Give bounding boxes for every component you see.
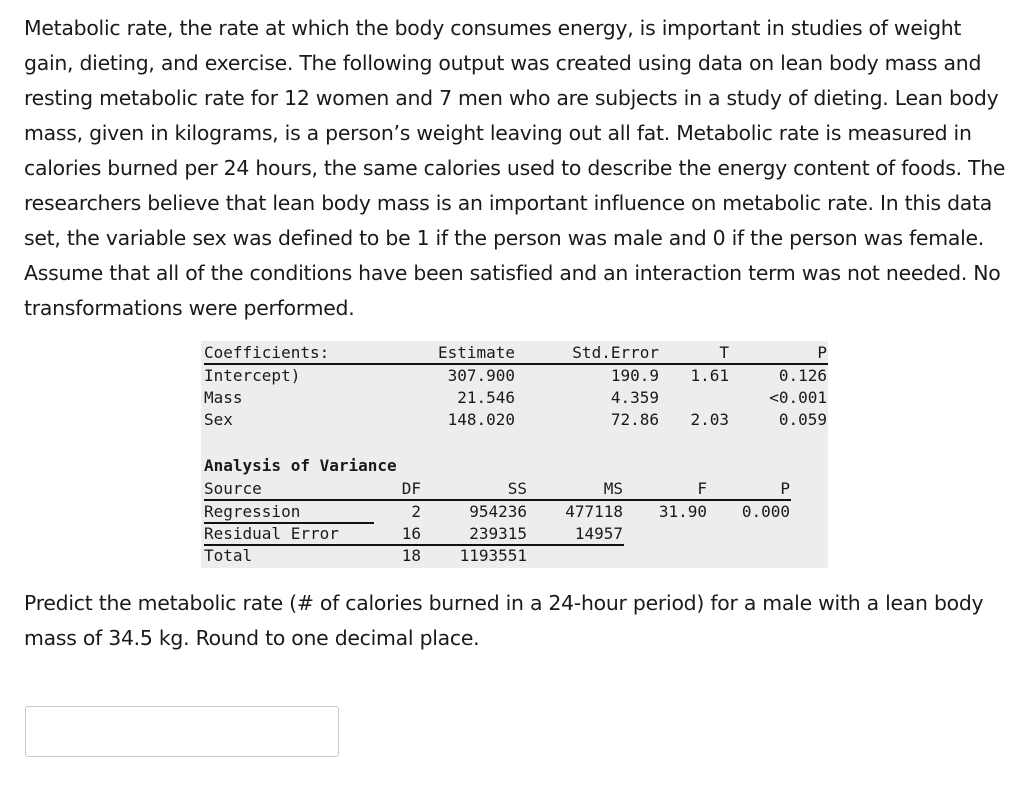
anova-row-ss: 954236 [469,502,527,521]
anova-row-ss: 239315 [469,524,527,543]
anova-row-ms: 477118 [565,502,623,521]
anova-header-ms: MS [603,479,623,498]
coef-header-estimate: Estimate [437,343,515,362]
coef-row-p: <0.001 [769,388,827,407]
anova-header-source: Source [204,479,262,498]
coef-row-t: 2.03 [690,410,729,429]
coef-row-std-error: 72.86 [610,410,659,429]
coef-row-estimate: 307.900 [447,366,515,385]
coef-row-estimate: 21.546 [457,388,515,407]
anova-row-ss: 1193551 [459,546,527,565]
coef-header-term: Coefficients: [204,343,330,362]
regression-output-panel [201,341,828,568]
question-text: Metabolic rate, the rate at which the body consumes energy, is important in studies of weight gain, dieting, and exercise. The following output was created using data on lean body mass and resting metabolic rate for 12 women and 7 men who are subjects in a study of dieting. Lean body mass, given in kilograms, is a person’s weight leaving out all fat. Metabolic rate is measured in calories burned per 24 hours, the same calories used to describe the energy content of foods. The researchers believe that lean body mass is an important influence on metabolic rate. In this data set, the variable sex was defined to be 1 if the person was male and 0 if the person was female. Assume that all of the conditions have been satisfied and an interaction term was not needed. No transformations were performed. [24,16,1006,320]
anova-row-f: 31.90 [658,502,707,521]
anova-row-df: 18 [401,546,421,565]
coef-row-std-error: 4.359 [610,388,659,407]
coef-header-p: P [817,343,827,362]
anova-header-ss: SS [507,479,527,498]
anova-row-ms: 14957 [574,524,623,543]
coef-row-term: Sex [204,410,233,429]
coef-row-std-error: 190.9 [610,366,659,385]
coef-row-term: Intercept) [204,366,301,385]
anova-header-df: DF [401,479,421,498]
coef-row-p: 0.059 [778,410,827,429]
coef-row-t: 1.61 [690,366,729,385]
anova-title: Analysis of Variance [204,456,397,475]
coef-header-std-error: Std.Error [572,343,659,362]
anova-row-source: Regression [204,502,301,521]
coef-row-p: 0.126 [778,366,827,385]
prediction-prompt: Predict the metabolic rate (# of calories burned in a 24-hour period) for a male with a lean body mass of 34.5 kg. Round to one decimal place. [24,591,984,650]
answer-input[interactable] [25,706,339,757]
anova-header-p: P [780,479,790,498]
coef-row-estimate: 148.020 [447,410,515,429]
anova-row-p: 0.000 [741,502,790,521]
anova-row-source: Residual Error [204,524,339,543]
anova-row-df: 16 [401,524,421,543]
anova-row-source: Total [204,546,253,565]
coef-row-term: Mass [204,388,243,407]
coef-header-t: T [719,343,729,362]
anova-row-df: 2 [411,502,421,521]
anova-header-f: F [697,479,707,498]
